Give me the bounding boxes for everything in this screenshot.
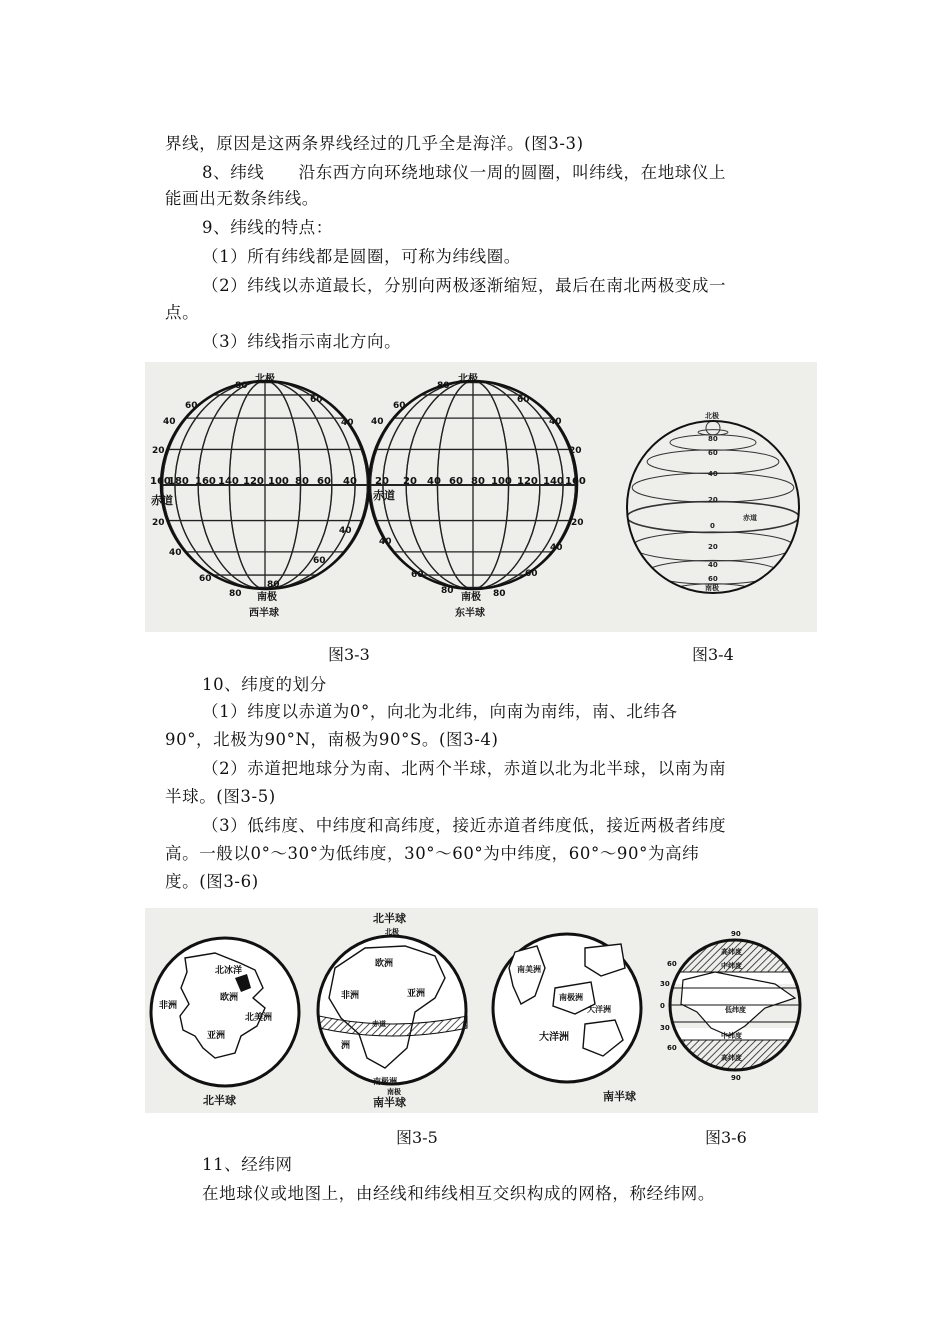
east-lon-120: 120 (517, 476, 538, 487)
east-lon-100: 100 (491, 476, 512, 487)
south-globe-ant-label: 南极洲 (559, 993, 583, 1002)
east-lat-60n-r: 60 (517, 395, 530, 405)
west-south-pole-label: 南极 (257, 592, 277, 603)
east-lat-40n-r: 40 (549, 417, 562, 427)
east-lat-40n: 40 (371, 417, 384, 427)
g4-lat-90n: 90 (731, 930, 741, 938)
east-lon-140: 140 (543, 476, 564, 487)
west-lon-160: 160 (195, 476, 216, 487)
north-globe-arctic-label: 北冰洋 (215, 966, 243, 976)
zone-label-high-n: 高纬度 (721, 948, 742, 956)
para-feature-2: （2）纬线以赤道最长，分别向两极逐渐缩短，最后在南北两极变成一 (202, 276, 727, 295)
west-lat-60s-r: 60 (313, 556, 326, 566)
zone-label-high-s: 高纬度 (721, 1054, 742, 1062)
east-lat-80n: 80 (437, 381, 450, 391)
east-lat-20s-r: 20 (571, 518, 584, 528)
para-feature-1: （1）所有纬线都是圆圈，可称为纬线圈。 (202, 247, 521, 266)
figure-3-5-3-6-svg (145, 908, 818, 1113)
heading-graticule: 11、经纬网 (202, 1155, 293, 1174)
caption-fig-3-5: 图3-5 (396, 1128, 438, 1147)
east-lon-20a: 20 (375, 476, 389, 487)
north-globe-hemisphere-label: 北半球 (203, 1094, 236, 1107)
north-globe-af-label: 非洲 (159, 1001, 178, 1011)
south-globe-sa-label: 南美洲 (517, 965, 541, 974)
east-lon-20: 20 (403, 476, 417, 487)
globe34-pole-ring (706, 421, 720, 435)
globe34-lat-80: 80 (708, 435, 718, 443)
zone-label-mid-n: 中纬度 (721, 962, 742, 970)
para-parallel-def: 8、纬线 沿东西方向环绕地球仪一周的圆圈，叫纬线，在地球仪上 (202, 163, 727, 182)
north-globe-as-label: 亚洲 (207, 1031, 226, 1041)
west-lat-60n: 60 (185, 401, 198, 411)
eq-globe-antarctica-label: 南极洲 (373, 1077, 397, 1086)
para-feature-3: （3）纬线指示南北方向。 (202, 332, 402, 351)
west-lat-60s: 60 (199, 574, 212, 584)
west-lon-40: 40 (343, 476, 357, 487)
east-lat-40s: 40 (379, 537, 392, 547)
heading-parallel-features: 9、纬线的特点： (202, 218, 333, 237)
figure-3-3-3-4-svg (145, 362, 817, 632)
east-lon-60: 60 (449, 476, 463, 487)
west-lat-80s: 80 (229, 589, 242, 599)
eq-globe-zhou-label: 洲 (341, 1041, 351, 1051)
g4-lat-30s: 30 (660, 1024, 670, 1032)
north-globe-na-label: 北美洲 (245, 1013, 273, 1023)
para-latitude-1-cont: 90°，北极为90°N，南极为90°S。(图3-4) (165, 730, 499, 749)
eq-globe-equator-label: 赤道 (372, 1020, 386, 1028)
south-globe-oceania-label: 大洋洲 (539, 1032, 569, 1043)
para-latitude-2-cont: 半球。(图3-5) (165, 787, 276, 806)
para-latitude-3-cont: 高。一般以0°～30°为低纬度，30°～60°为中纬度，60°～90°为高纬 (165, 844, 700, 863)
west-lon-140: 140 (218, 476, 239, 487)
figure-3-5-3-6 (145, 908, 818, 1113)
eq-globe-as-label: 亚洲 (407, 989, 426, 999)
globe34-lat-0: 0 (710, 522, 715, 530)
east-north-pole-label: 北极 (458, 374, 478, 385)
globe34-lat-40s: 40 (708, 561, 718, 569)
west-lon-120: 120 (243, 476, 264, 487)
globe34-equator-label: 赤道 (743, 514, 757, 522)
west-lat-80s-r: 80 (267, 580, 280, 590)
west-north-pole-label: 北极 (255, 374, 275, 385)
g4-lat-0: 0 (660, 1002, 665, 1010)
east-hemisphere-label: 东半球 (455, 608, 485, 619)
east-lon-40: 40 (427, 476, 441, 487)
heading-latitude-division: 10、纬度的划分 (202, 675, 327, 694)
g4-lat-60n: 60 (667, 960, 677, 968)
west-lat-20s: 20 (152, 518, 165, 528)
west-lon-60: 60 (317, 476, 331, 487)
north-globe-eu-label: 欧洲 (220, 993, 239, 1003)
eq-globe-af-label: 非洲 (341, 991, 360, 1001)
west-lon-180: 180 (168, 476, 189, 487)
eq-globe-top-label: 北半球 (373, 912, 406, 925)
para-boundary-ocean: 界线，原因是这两条界线经过的几乎全是海洋。(图3-3) (165, 134, 584, 153)
eq-globe-eu-label: 欧洲 (375, 959, 394, 969)
para-latitude-3-end: 度。(图3-6) (165, 872, 259, 891)
para-latitude-3: （3）低纬度、中纬度和高纬度，接近赤道者纬度低，接近两极者纬度 (202, 816, 727, 835)
globe34-lat-20: 20 (708, 496, 718, 504)
para-feature-2-cont: 点。 (165, 303, 200, 322)
g4-lat-30n: 30 (660, 980, 670, 988)
eq-globe-pole-label: 北极 (385, 928, 399, 936)
west-lat-40n-r: 40 (341, 418, 354, 428)
globe34-north-label: 北极 (705, 412, 719, 420)
globe34-lat-60s: 60 (708, 575, 718, 583)
west-lat-20n: 20 (152, 446, 165, 456)
eq-globe-bottom-label: 南半球 (373, 1096, 406, 1109)
west-lat-80n: 80 (235, 381, 248, 391)
g4-lat-60s: 60 (667, 1044, 677, 1052)
east-equator-label: 赤道 (373, 489, 395, 502)
caption-fig-3-6: 图3-6 (705, 1128, 747, 1147)
zone-label-low: 低纬度 (725, 1006, 746, 1014)
east-lat-80s-r: 80 (493, 589, 506, 599)
para-graticule-def: 在地球仪或地图上，由经线和纬线相互交织构成的网格，称经纬网。 (202, 1184, 715, 1203)
g4-lat-90s: 90 (731, 1074, 741, 1082)
east-lon-80: 80 (471, 476, 485, 487)
zone-label-mid-s: 中纬度 (721, 1032, 742, 1040)
east-lat-40s-r: 40 (550, 543, 563, 553)
east-lat-60n: 60 (393, 401, 406, 411)
west-lat-60n-r: 60 (310, 395, 323, 405)
globe34-lat-40: 40 (708, 470, 718, 478)
caption-fig-3-4: 图3-4 (692, 645, 734, 664)
east-lon-160: 160 (565, 476, 586, 487)
para-latitude-2: （2）赤道把地球分为南、北两个半球，赤道以北为北半球，以南为南 (202, 759, 727, 778)
globe34-lat-60: 60 (708, 449, 718, 457)
east-lat-20n-r: 20 (569, 446, 582, 456)
east-lat-60s: 60 (411, 570, 424, 580)
east-lat-60s-r: 60 (525, 569, 538, 579)
para-parallel-def-cont: 能画出无数条纬线。 (165, 189, 319, 208)
west-hemisphere-label: 西半球 (249, 608, 279, 619)
eq-globe-south-pole-label: 南极 (387, 1088, 401, 1096)
caption-fig-3-3: 图3-3 (328, 645, 370, 664)
globe34-lat-20s: 20 (708, 543, 718, 551)
east-lat-80s: 80 (441, 586, 454, 596)
para-latitude-1: （1）纬度以赤道为0°，向北为北纬，向南为南纬，南、北纬各 (202, 702, 678, 721)
west-lon-100: 100 (268, 476, 289, 487)
west-lat-40s-r: 40 (339, 526, 352, 536)
east-south-pole-label: 南极 (461, 592, 481, 603)
west-lat-40s: 40 (169, 548, 182, 558)
figure-3-3-3-4 (145, 362, 817, 632)
west-lat-40n: 40 (163, 417, 176, 427)
south-globe-oceania-label-2: 大洋洲 (587, 1005, 611, 1014)
south-globe-hemisphere-label: 南半球 (603, 1090, 636, 1103)
west-lon-80: 80 (295, 476, 309, 487)
globe34-south-label: 南极 (705, 584, 719, 592)
west-lon-160a: 160 (150, 476, 171, 487)
west-equator-label: 赤道 (151, 494, 173, 507)
